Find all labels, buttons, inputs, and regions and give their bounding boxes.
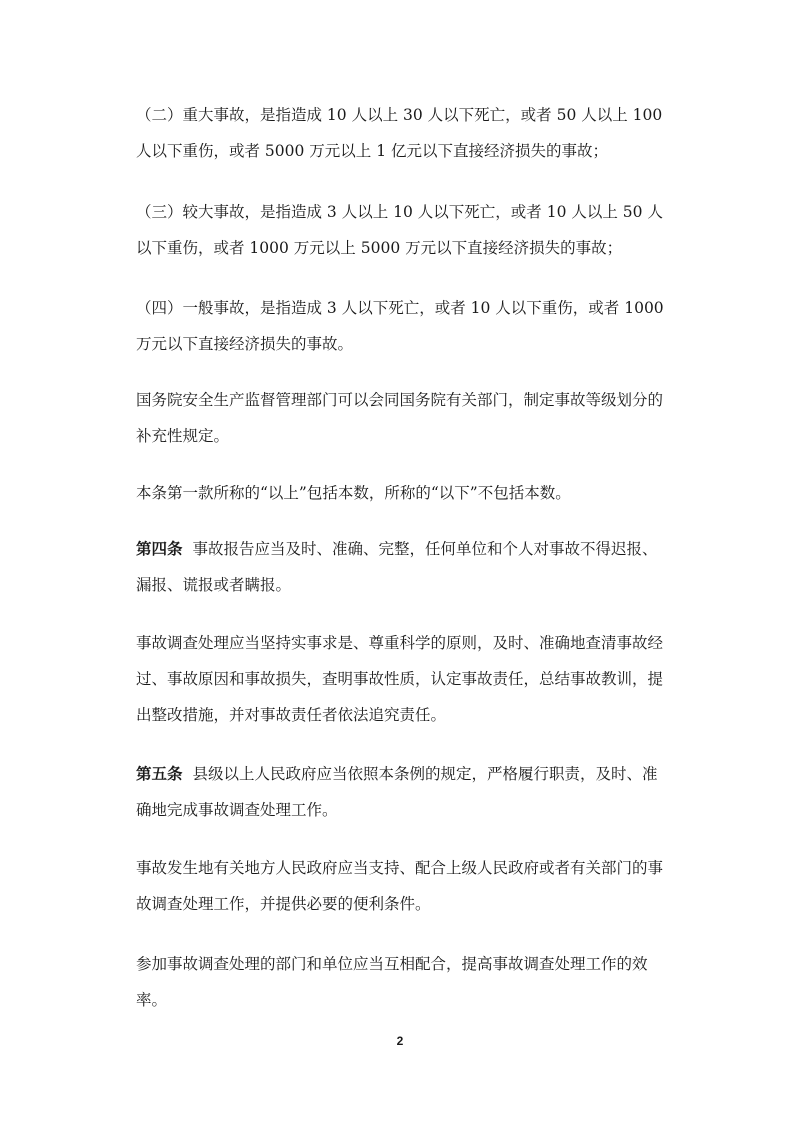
article-label: 第四条 — [136, 539, 183, 558]
article-label: 第五条 — [136, 764, 183, 783]
paragraph-text: 县级以上人民政府应当依照本条例的规定，严格履行职责，及时、准确地完成事故调查处理工作。 — [136, 765, 658, 819]
paragraph-local-government-support — [136, 850, 671, 922]
paragraph-article-5 — [136, 756, 671, 828]
paragraph-major-accident — [136, 97, 671, 169]
paragraph-definition-note — [136, 475, 671, 511]
paragraph-larger-accident — [136, 194, 671, 266]
paragraph-article-4 — [136, 531, 671, 603]
paragraph-text: （三）较大事故，是指造成 3 人以上 10 人以下死亡，或者 10 人以上 50 人以下重伤，或者 1000 万元以上 5000 万元以下直接经济损失的事故； — [136, 203, 663, 257]
paragraph-cooperation — [136, 946, 671, 1018]
page-number: 2 — [396, 1034, 404, 1048]
paragraph-text: 参加事故调查处理的部门和单位应当互相配合，提高事故调查处理工作的效率。 — [136, 955, 648, 1009]
paragraph-text: （二）重大事故，是指造成 10 人以上 30 人以下死亡，或者 50 人以上 100 人以下重伤，或者 5000 万元以上 1 亿元以下直接经济损失的事故； — [136, 106, 663, 160]
paragraph-general-accident — [136, 290, 671, 362]
paragraph-text: 本条第一款所称的“以上”包括本数，所称的“以下”不包括本数。 — [136, 484, 571, 502]
paragraph-text: 事故发生地有关地方人民政府应当支持、配合上级人民政府或者有关部门的事故调查处理工作，并提供必要的便利条件。 — [136, 859, 664, 913]
paragraph-supplementary-rules — [136, 382, 671, 454]
paragraph-text: 事故报告应当及时、准确、完整，任何单位和个人对事故不得迟报、漏报、谎报或者瞒报。 — [136, 540, 658, 594]
paragraph-text: （四）一般事故，是指造成 3 人以下死亡，或者 10 人以下重伤，或者 1000 万元以下直接经济损失的事故。 — [136, 299, 664, 353]
paragraph-text: 事故调查处理应当坚持实事求是、尊重科学的原则，及时、准确地查清事故经过、事故原因和事故损失，查明事故性质，认定事故责任，总结事故教训，提出整改措施，并对事故责任者依法追究责任。 — [136, 634, 664, 724]
paragraph-text: 国务院安全生产监督管理部门可以会同国务院有关部门，制定事故等级划分的补充性规定。 — [136, 391, 664, 445]
paragraph-investigation-principles — [136, 625, 671, 733]
